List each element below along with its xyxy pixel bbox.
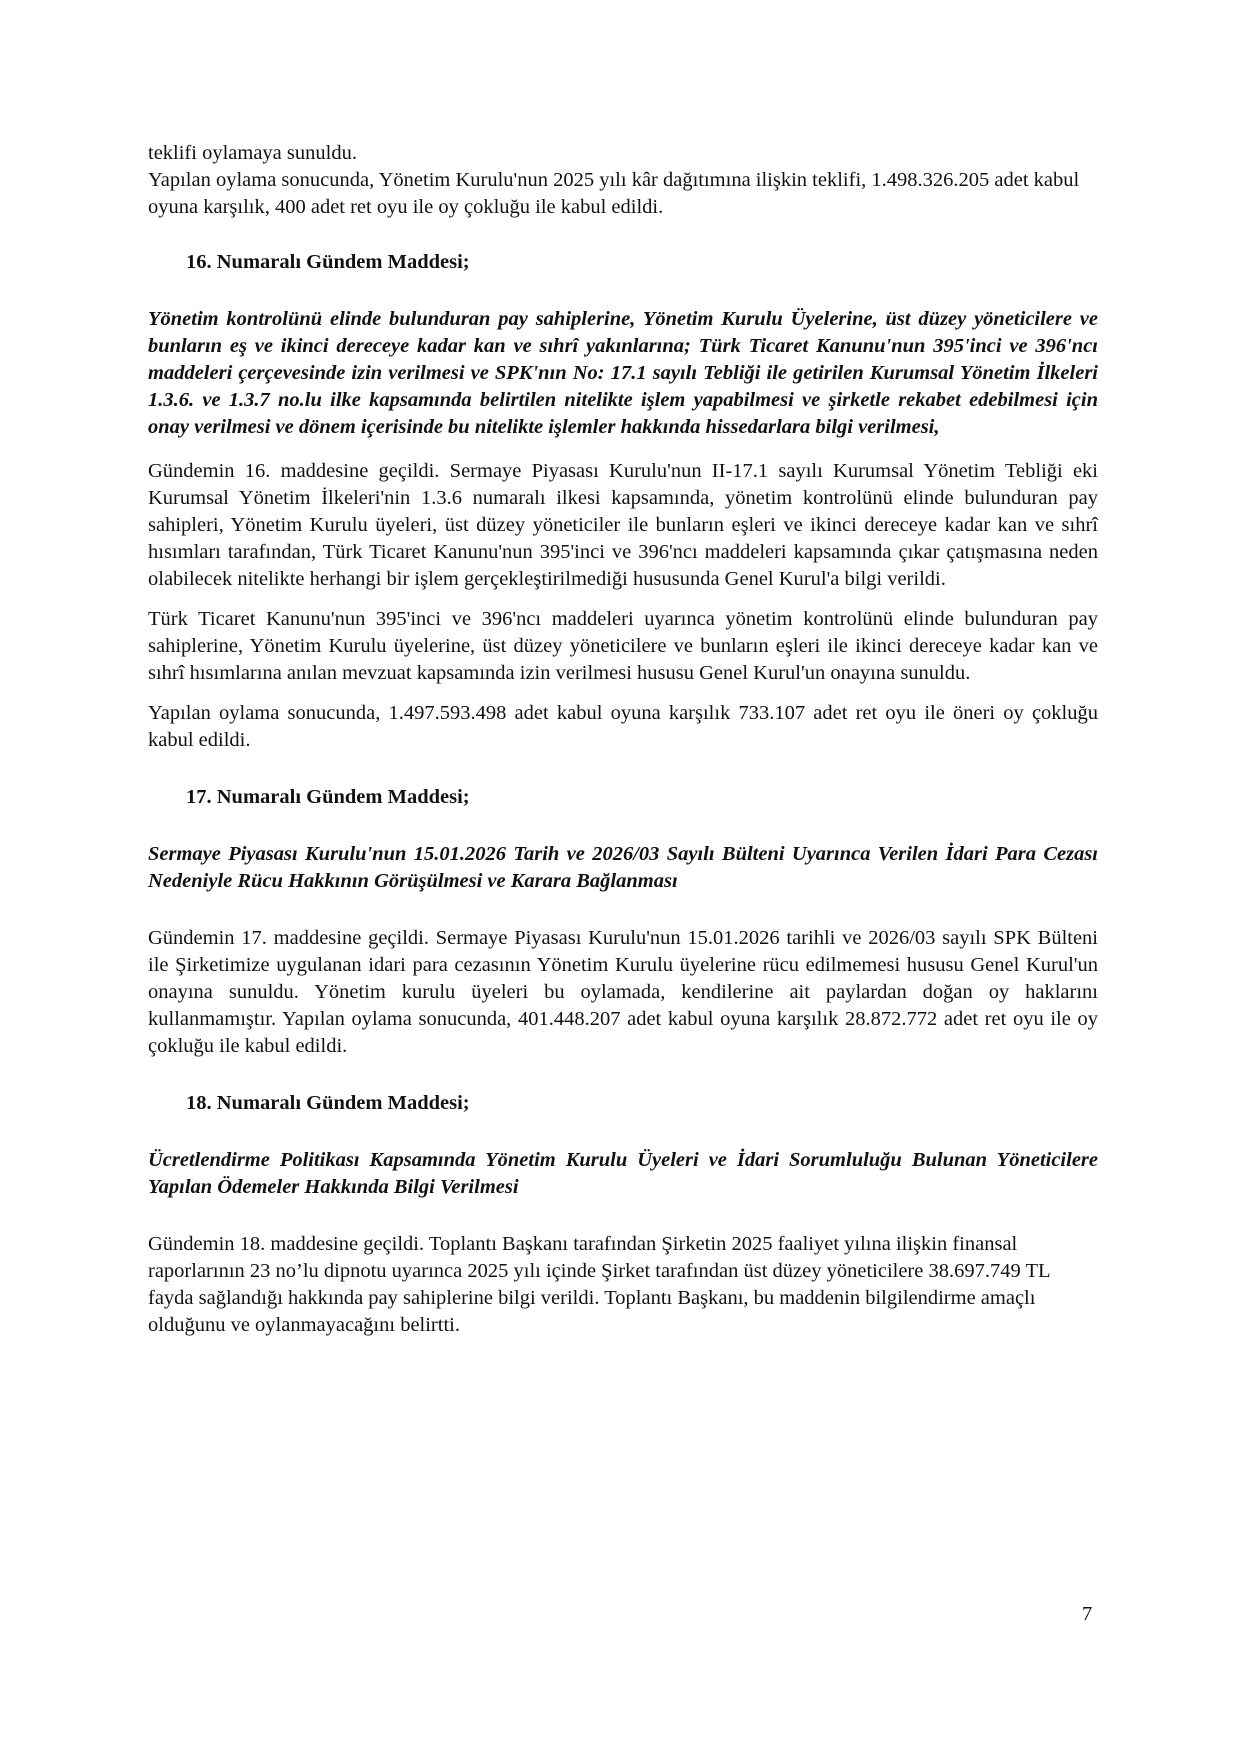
agenda-item-16-paragraph-3: Yapılan oylama sonucunda, 1.497.593.498 adet kabul oyuna karşılık 733.107 adet ret oyu ile öneri oy çokluğu kabul edildi. <box>148 702 1098 751</box>
agenda-item-18-heading: 18. Numaralı Gündem Maddesi; <box>186 1092 470 1114</box>
document-page <box>148 140 1098 1339</box>
agenda-item-17-heading: 17. Numaralı Gündem Maddesi; <box>186 786 470 808</box>
page-number: 7 <box>1082 1603 1093 1625</box>
agenda-item-16-title: Yönetim kontrolünü elinde bulunduran pay sahiplerine, Yönetim Kurulu Üyelerine, üst düzey yöneticilere ve bunların eş ve ikinci dereceye kadar kan ve sıhrî yakınlarına; Türk Ticaret Kanunu'nun 395'inci ve 396'ncı maddeleri çerçevesinde izin verilmesi ve SPK'nın No: 17.1 sayılı Tebliği ile getirilen Kurumsal Yönetim İlkeleri 1.3.6. ve 1.3.7 no.lu ilke kapsamında belirtilen nitelikte işlem yapabilmesi ve şirketle rekabet edebilmesi için onay verilmesi ve dönem içerisinde bu nitelikte işlemler hakkında hissedarlara bilgi verilmesi, <box>148 308 1098 438</box>
agenda-item-17-title: Sermaye Piyasası Kurulu'nun 15.01.2026 Tarih ve 2026/03 Sayılı Bülteni Uyarınca Verilen İdari Para Cezası Nedeniyle Rücu Hakkının Görüşülmesi ve Karara Bağlanması <box>148 843 1098 892</box>
agenda-item-16-heading: 16. Numaralı Gündem Maddesi; <box>186 251 470 273</box>
agenda-item-18-title: Ücretlendirme Politikası Kapsamında Yönetim Kurulu Üyeleri ve İdari Sorumluluğu Bulunan Yöneticilere Yapılan Ödemeler Hakkında Bilgi Verilmesi <box>148 1149 1098 1198</box>
agenda-item-17-paragraph-1: Gündemin 17. maddesine geçildi. Sermaye Piyasası Kurulu'nun 15.01.2026 tarihli ve 2026/03 sayılı SPK Bülteni ile Şirketimize uygulanan idari para cezasının Yönetim Kurulu üyelerine rücu edilmemesi hususu Genel Kurul'un onayına sunuldu. Yönetim kurulu üyeleri bu oylamada, kendilerine ait paylardan doğan oy haklarını kullanmamıştır. Yapılan oylama sonucunda, 401.448.207 adet kabul oyuna karşılık 28.872.772 adet ret oyu ile oy çokluğu ile kabul edildi. <box>148 927 1098 1057</box>
agenda-item-16-paragraph-1: Gündemin 16. maddesine geçildi. Sermaye Piyasası Kurulu'nun II-17.1 sayılı Kurumsal Yönetim Tebliği eki Kurumsal Yönetim İlkeleri'nin 1.3.6 numaralı ilkesi kapsamında, yönetim kontrolünü elinde bulunduran pay sahipleri, Yönetim Kurulu üyeleri, üst düzey yöneticiler ile bunların eşleri ve ikinci dereceye kadar kan ve sıhrî hısımları tarafından, Türk Ticaret Kanunu'nun 395'inci ve 396'ncı maddeleri kapsamında çıkar çatışmasına neden olabilecek nitelikte herhangi bir işlem gerçekleştirilmediği hususunda Genel Kurul'a bilgi verildi. <box>148 460 1098 590</box>
intro-vote-result: Yapılan oylama sonucunda, Yönetim Kurulu'nun 2025 yılı kâr dağıtımına ilişkin teklifi, 1.498.326.205 adet kabul oyuna karşılık, 400 adet ret oyu ile oy çokluğu ile kabul edildi. <box>148 169 1080 218</box>
intro-line-1: teklifi oylamaya sunuldu. <box>148 142 357 164</box>
agenda-item-18-paragraph-1: Gündemin 18. maddesine geçildi. Toplantı Başkanı tarafından Şirketin 2025 faaliyet yılına ilişkin finansal raporlarının 23 no’lu dipnotu uyarınca 2025 yılı içinde Şirket tarafından üst düzey yöneticilere 38.697.749 TL fayda sağlandığı hakkında pay sahiplerine bilgi verildi. Toplantı Başkanı, bu maddenin bilgilendirme amaçlı olduğunu ve oylanmayacağını belirtti. <box>148 1233 1050 1336</box>
agenda-item-16-paragraph-2: Türk Ticaret Kanunu'nun 395'inci ve 396'ncı maddeleri uyarınca yönetim kontrolünü elinde bulunduran pay sahiplerine, Yönetim Kurulu üyelerine, üst düzey yöneticilere ve bunların eşleri ile ikinci dereceye kadar kan ve sıhrî hısımlarına anılan mevzuat kapsamında izin verilmesi hususu Genel Kurul'un onayına sunuldu. <box>148 608 1098 684</box>
